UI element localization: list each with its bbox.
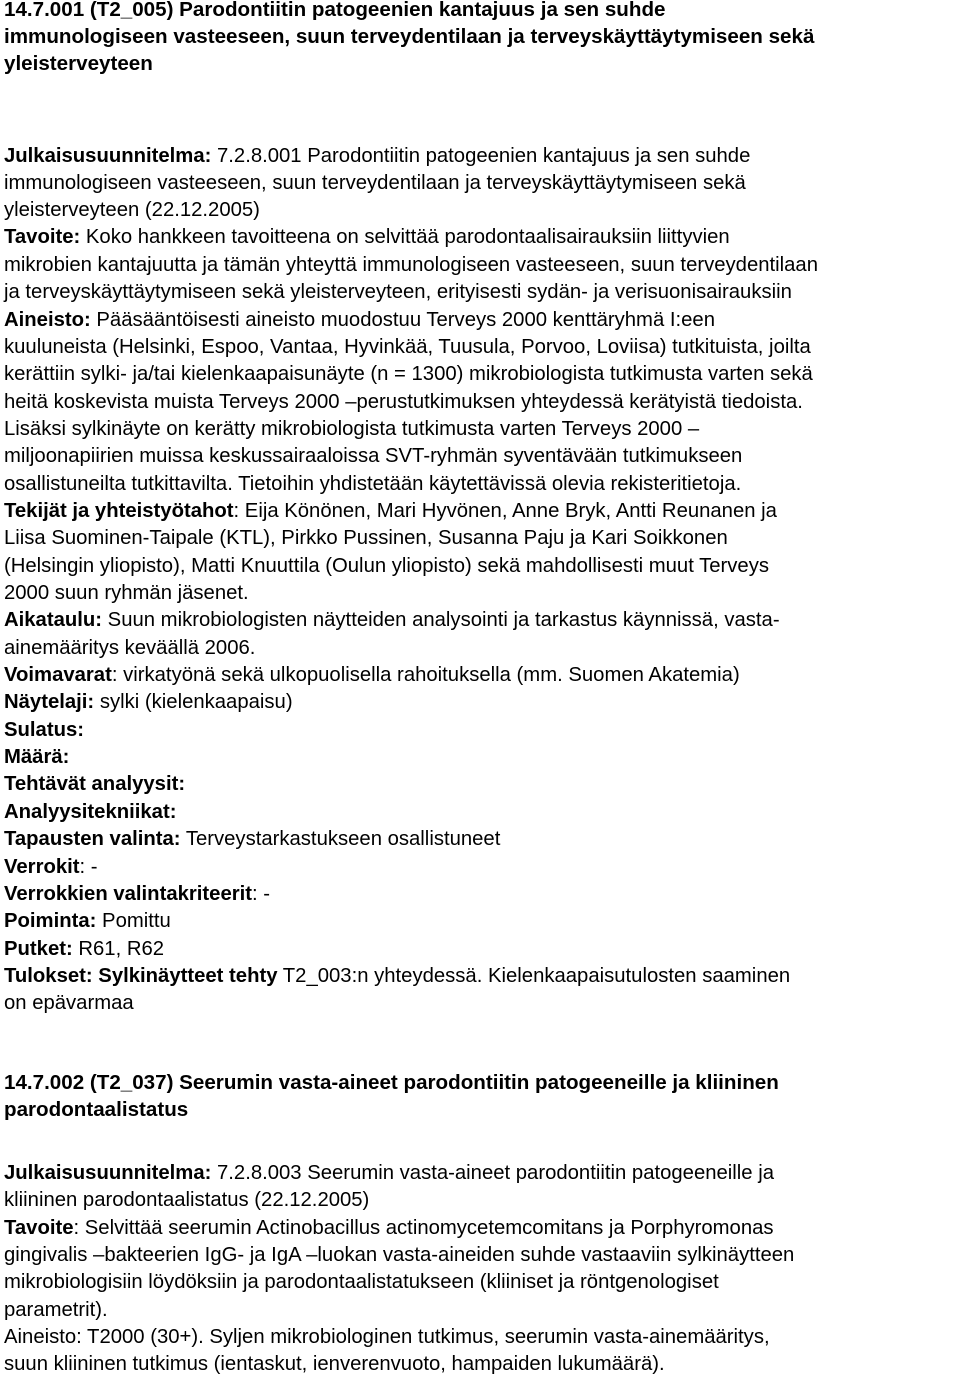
resources-label: Voimavarat — [4, 664, 112, 686]
sample-type-label: Näytelaji: — [4, 691, 95, 713]
section1-control-criteria — [4, 880, 270, 908]
section1-case-selection — [4, 825, 500, 853]
picking-text: Pomittu — [96, 910, 171, 932]
section1-analyses — [4, 770, 185, 798]
schedule-label: Aikataulu: — [4, 609, 103, 631]
control-criteria-text: : - — [252, 883, 271, 905]
goal-text: Koko hankkeen tavoitteena on selvittää parodontaalisairauksiin liittyvien — [80, 226, 730, 248]
section1-material-line5: Lisäksi sylkinäyte on kerätty mikrobiologista tutkimusta varten Terveys 2000 – — [4, 418, 700, 440]
control-criteria-label: Verrokkien valintakriteerit — [4, 883, 253, 905]
section1-storage — [4, 716, 84, 744]
results-text: T2_003:n yhteydessä. Kielenkaapaisutulosten saaminen — [277, 965, 791, 987]
section2-goal-line4: parametrit). — [4, 1299, 108, 1321]
sample-type-text: sylki (kielenkaapaisu) — [94, 691, 293, 713]
section1-controls — [4, 853, 98, 881]
section1-results-line1 — [4, 962, 790, 990]
material-label: Aineisto: — [4, 309, 91, 331]
picking-label: Poiminta: — [4, 910, 97, 932]
section2-goal-line2: gingivalis –bakteerien IgG- ja IgA –luokan vasta-aineiden suhde vastaaviin sylkinäytteen — [4, 1244, 795, 1266]
authors-text: : Eija Könönen, Mari Hyvönen, Anne Bryk, Antti Reunanen ja — [233, 500, 777, 522]
section1-publication-line1 — [4, 142, 750, 170]
controls-label: Verrokit — [4, 856, 80, 878]
amount-label: Määrä: — [4, 746, 70, 768]
results-bold: Sylkinäytteet tehty — [92, 965, 278, 987]
section2-goal-line3: mikrobiologisiin löydöksiin ja parodontaalistatukseen (kliiniset ja röntgenologiset — [4, 1271, 719, 1293]
section1-authors-line3: (Helsingin yliopisto), Matti Knuuttila (Oulun yliopisto) sekä mahdollisesti muut Terveys — [4, 555, 769, 577]
publication-text: 7.2.8.001 Parodontiitin patogeenien kantajuus ja sen suhde — [211, 145, 751, 167]
section1-sample-type — [4, 688, 293, 716]
techniques-label: Analyysitekniikat: — [4, 801, 177, 823]
resources-text: : virkatyönä sekä ulkopuolisella rahoituksella (mm. Suomen Akatemia) — [111, 664, 740, 686]
controls-text: : - — [79, 856, 98, 878]
authors-label: Tekijät ja yhteistyötahot — [4, 500, 234, 522]
schedule-text: Suun mikrobiologisten näytteiden analysointi ja tarkastus käynnissä, vasta- — [102, 609, 780, 631]
section1-resources — [4, 661, 740, 689]
section1-results-line2: on epävarmaa — [4, 992, 134, 1014]
section1-publication-line2: immunologiseen vasteeseen, suun terveydentilaan ja terveyskäyttäytymiseen sekä — [4, 172, 746, 194]
s2-goal-label: Tavoite — [4, 1217, 74, 1239]
section1-schedule-line1 — [4, 606, 780, 634]
case-selection-text: Terveystarkastukseen osallistuneet — [180, 828, 501, 850]
section1-material-line1 — [4, 306, 715, 334]
analyses-label: Tehtävät analyysit: — [4, 773, 186, 795]
s2-publication-text: 7.2.8.003 Seerumin vasta-aineet parodontiitin patogeeneille ja — [211, 1162, 775, 1184]
section1-material-line2: kuuluneista (Helsinki, Espoo, Vantaa, Hyvinkää, Tuusula, Porvoo, Loviisa) tutkituista, joilta — [4, 336, 811, 358]
s2-goal-text: : Selvittää seerumin Actinobacillus actinomycetemcomitans ja Porphyromonas — [73, 1217, 774, 1239]
section2-heading-line1: 14.7.002 (T2_037) Seerumin vasta-aineet parodontiitin patogeeneille ja kliininen — [4, 1071, 779, 1094]
section1-authors-line4: 2000 suun ryhmän jäsenet. — [4, 582, 249, 604]
section1-heading-line3: yleisterveyteen — [4, 52, 153, 75]
results-label: Tulokset: — [4, 965, 93, 987]
section2-material-line2: suun kliininen tutkimus (ientaskut, ienverenvuoto, hampaiden lukumäärä). — [4, 1353, 665, 1375]
case-selection-label: Tapausten valinta: — [4, 828, 181, 850]
material-text: Pääsääntöisesti aineisto muodostuu Terveys 2000 kenttäryhmä I:een — [90, 309, 715, 331]
section1-material-line3: kerättiin sylki- ja/tai kielenkaapaisunäyte (n = 1300) mikrobiologista tutkimusta varten sekä — [4, 363, 813, 385]
s2-publication-label: Julkaisusuunnitelma: — [4, 1162, 212, 1184]
tubes-label: Putket: — [4, 938, 73, 960]
section2-publication-line2: kliininen parodontaalistatus (22.12.2005) — [4, 1189, 370, 1211]
storage-label: Sulatus: — [4, 719, 85, 741]
section1-techniques — [4, 798, 176, 826]
tubes-text: R61, R62 — [72, 938, 165, 960]
section2-material-line1: Aineisto: T2000 (30+). Syljen mikrobiologinen tutkimus, seerumin vasta-ainemääritys, — [4, 1326, 770, 1348]
section1-heading-line1: 14.7.001 (T2_005) Parodontiitin patogeenien kantajuus ja sen suhde — [4, 0, 666, 21]
section1-goal-line3: ja terveyskäyttäytymiseen sekä yleisterveyteen, erityisesti sydän- ja verisuonisairauksiin — [4, 281, 792, 303]
section2-publication-line1 — [4, 1159, 774, 1187]
section1-heading-line2: immunologiseen vasteeseen, suun terveydentilaan ja terveyskäyttäytymiseen sekä — [4, 25, 815, 48]
section2-heading-line2: parodontaalistatus — [4, 1098, 189, 1121]
section1-authors-line1 — [4, 497, 777, 525]
section1-schedule-line2: ainemääritys keväällä 2006. — [4, 637, 256, 659]
section1-picking — [4, 907, 171, 935]
section1-tubes — [4, 935, 164, 963]
section1-material-line4: heitä koskevista muista Terveys 2000 –perustutkimuksen yhteydessä kerätyistä tiedoista. — [4, 391, 803, 413]
section1-material-line6: miljoonapiirien muissa keskussairaaloissa SVT-ryhmän syventävään tutkimukseen — [4, 445, 743, 467]
section1-goal-line2: mikrobien kantajuutta ja tämän yhteyttä immunologiseen vasteeseen, suun terveydentilaan — [4, 254, 818, 276]
section2-goal-line1 — [4, 1214, 774, 1242]
section1-publication-line3: yleisterveyteen (22.12.2005) — [4, 199, 260, 221]
section1-goal-line1 — [4, 223, 730, 251]
goal-label: Tavoite: — [4, 226, 81, 248]
publication-label: Julkaisusuunnitelma: — [4, 145, 212, 167]
section1-authors-line2: Liisa Suominen-Taipale (KTL), Pirkko Pussinen, Susanna Paju ja Kari Soikkonen — [4, 527, 728, 549]
section1-material-line7: osallistuneilta tutkittavilta. Tietoihin yhdistetään käytettävissä olevia rekisteritietoja. — [4, 473, 742, 495]
section1-amount — [4, 743, 69, 771]
